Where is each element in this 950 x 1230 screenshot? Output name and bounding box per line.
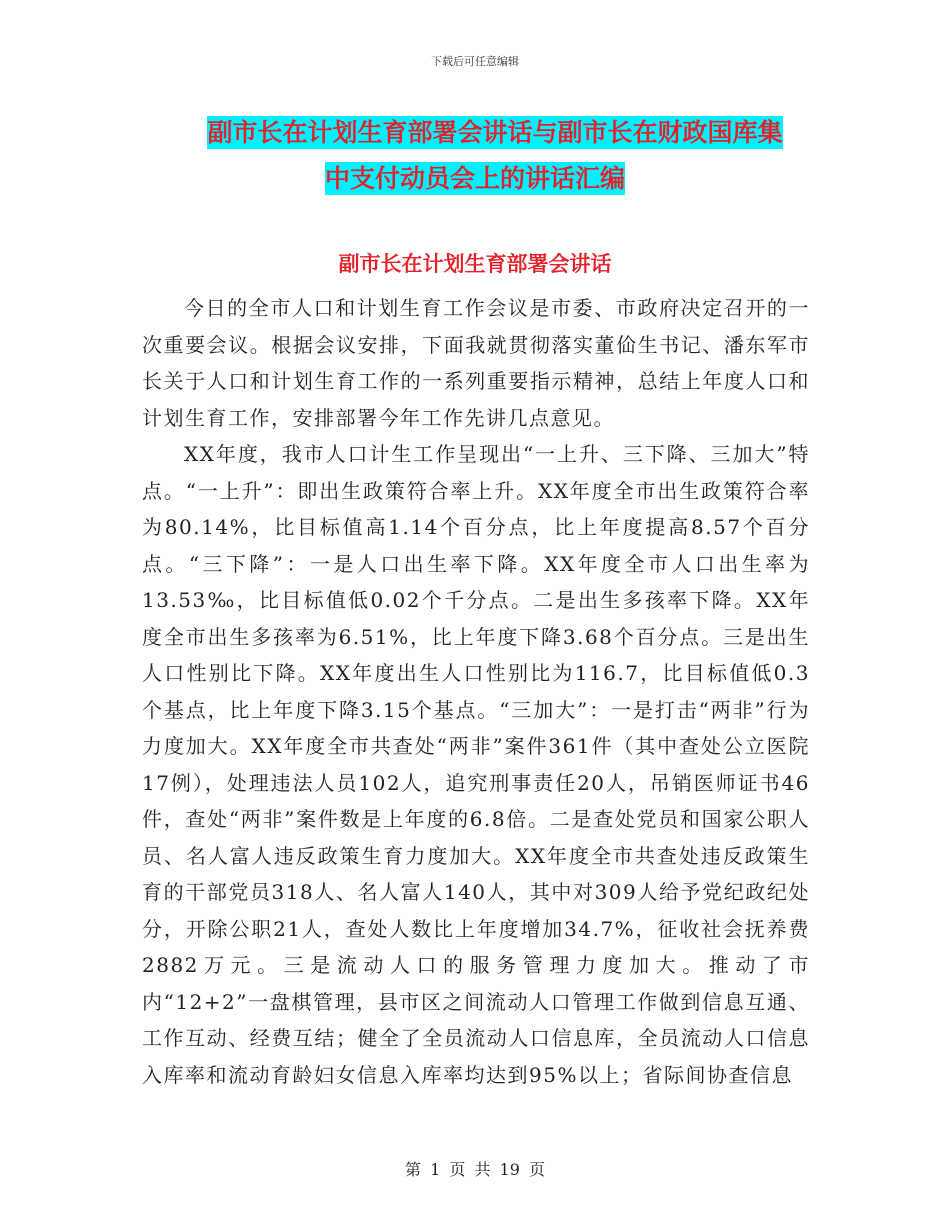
document-body: [142, 290, 810, 1093]
paragraph: 今日的全市人口和计划生育工作会议是市委、市政府决定召开的一次重要会议。根据会议安排，下面我就贯彻落实董佡生书记、潘东军市长关于人口和计划生育工作的一系列重要指示精神，总结上年度人口和计划生育工作，安排部署今年工作先讲几点意见。: [142, 296, 810, 430]
page-header-note: 下载后可任意编辑: [431, 55, 519, 68]
paragraph: XX年度，我市人口计生工作呈现出“一上升、三下降、三加大”特点。“一上升”：即出生政策符合率上升。XX年度全市出生政策符合率为80.14%，比目标值高1.14个百分点，比上年度提高8.57个百分点。“三下降”：一是人口出生率下降。XX年度全市人口出生率为13.53‰，比目标值低0.02个千分点。二是出生多孩率下降。XX年度全市出生多孩率为6.51%，比上年度下降3.68个百分点。三是出生人口性别比下降。XX年度出生人口性别比为116.7，比目标值低0.3个基点，比上年度下降3.15个基点。“三加大”：一是打击“两非”行为力度加大。XX年度全市共查处“两非”案件361件（其中查处公立医院17例），处理违法人员102人，追究刑事责任20人，吊销医师证书46件，查处“两非”案件数是上年度的6.8倍。二是查处党员和国家公职人员、名人富人违反政策生育力度加大。XX年度全市共查处违反政策生育的干部党员318人、名人富人140人，其中对309人给予党纪政纪处分，开除公职21人，查处人数比上年度增加34.7%，征收社会抚养费2882万元。三是流动人口的服务管理力度加大。推动了市内“12+2”一盘棋管理，县市区之间流动人口管理工作做到信息互通、工作互动、经费互结；健全了全员流动人口信息库，全员流动人口信息入库率和流动育龄妇女信息入库率均达到95%以上；省际间协查信息: [142, 442, 810, 1087]
page-number-footer: 第 1 页 共 19 页: [405, 1160, 545, 1179]
section-title: 副市长在计划生育部署会讲话: [338, 252, 612, 276]
document-title: [0, 110, 950, 202]
document-title-line-2: 中支付动员会上的讲话汇编: [324, 164, 625, 193]
document-title-line-1: 副市长在计划生育部署会讲话与副市长在财政国库集: [207, 118, 783, 147]
